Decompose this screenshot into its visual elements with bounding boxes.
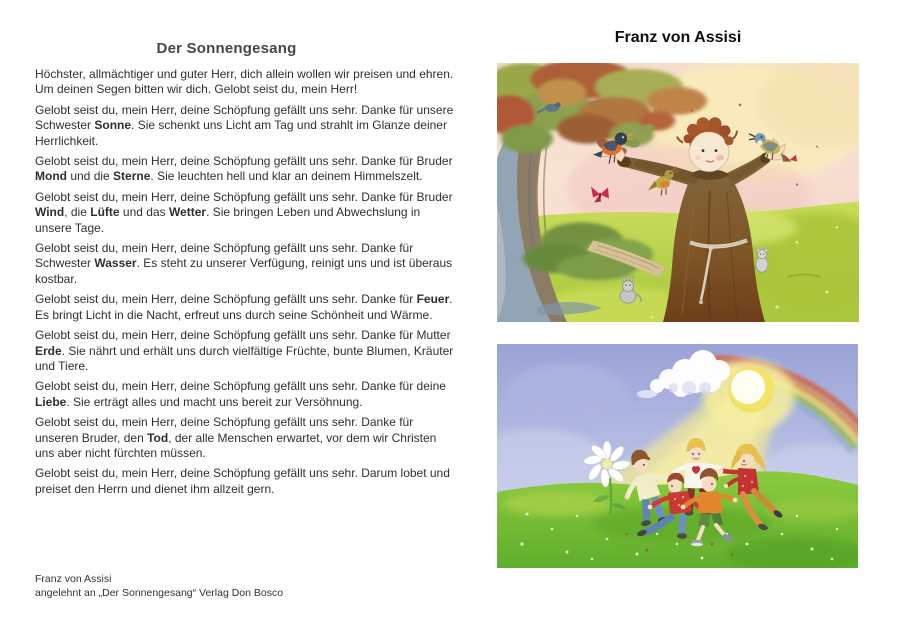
poem-text-segment: . Es bringt Licht in die Nacht, erfreut uns durch seine Schönheit und Wärme. (35, 292, 453, 322)
poem-bold-word: Wind (35, 205, 65, 220)
poem-text-segment: . Sie erträgt alles und macht uns bereit zur Versöhnung. (66, 394, 363, 409)
poem-text-segment: Gelobt seist du, mein Herr, deine Schöpfung gefällt uns sehr. Danke für unseren Bruder, den (35, 415, 414, 445)
sun-icon (728, 367, 774, 413)
poem-bold-word: Tod (147, 430, 169, 445)
poem-paragraph (35, 190, 458, 236)
illustration-page-title: Franz von Assisi (614, 29, 742, 46)
poem-bold-word: Sterne (113, 169, 151, 184)
poem-bold-word: Sonne (94, 118, 132, 133)
children-watercolor-image (497, 344, 858, 568)
poem-bold-word: Wetter (168, 205, 207, 220)
poem-bold-word: Mond (35, 169, 67, 184)
poem-text-segment: Gelobt seist du, mein Herr, deine Schöpfung gefällt uns sehr. Danke für (35, 292, 417, 307)
poem-text-segment: Gelobt seist du, mein Herr, deine Schöpfung gefällt uns sehr. Danke für Mutter (35, 328, 451, 343)
poem-text-segment: und das (119, 205, 169, 220)
left-column (35, 40, 458, 502)
poem-bold-word: Lüfte (90, 205, 120, 220)
poem-bold-word: Feuer (416, 292, 450, 307)
poem-paragraph (35, 415, 458, 461)
poem-paragraph (35, 328, 458, 374)
poem-bold-word: Liebe (35, 394, 67, 409)
poem-text-segment: . Es steht zu unserer Verfügung, reinigt uns und ist überaus kostbar. (35, 256, 453, 286)
poem-bold-word: Erde (35, 343, 62, 358)
francis-watercolor-image (497, 63, 859, 322)
poem-paragraph (35, 379, 458, 410)
poem-text-segment: . Sie nährt und erhält uns durch vielfältige Früchte, bunte Blumen, Kräuter und Tiere. (35, 343, 454, 373)
poem-text-segment: , die (64, 205, 91, 220)
poem-paragraph (35, 67, 458, 98)
poem-paragraph (35, 241, 458, 287)
poem-bold-word: Wasser (94, 256, 137, 271)
poem-text-segment: . Sie leuchten hell und klar an deinem Himmelszelt. (150, 169, 423, 184)
poem-text-segment: Gelobt seist du, mein Herr, deine Schöpfung gefällt uns sehr. Danke für Bruder (35, 189, 453, 204)
poem-text-segment: Gelobt seist du, mein Herr, deine Schöpfung gefällt uns sehr. Danke für unsere Schwester (35, 102, 454, 133)
source-attribution (35, 573, 283, 600)
poem-text-segment: , der alle Menschen erwartet, vor dem wir Christen uns aber nicht fürchten müssen. (35, 430, 437, 460)
poem-text-segment: Höchster, allmächtiger und guter Herr, dich allein wollen wir preisen und ehren. Um deinen Segen bitten wir dich. Gelobt seist du, mein Herr! (35, 67, 454, 97)
poem-paragraph (35, 292, 458, 323)
illustration-children-dancing-under-rainbow (497, 344, 858, 568)
poem-paragraph (35, 466, 458, 497)
poem-text-segment: Gelobt seist du, mein Herr, deine Schöpfung gefällt uns sehr. Danke für deine (35, 379, 446, 394)
poem-body (35, 67, 458, 497)
poem-text-segment: Gelobt seist du, mein Herr, deine Schöpfung gefällt uns sehr. Danke für Schwester (35, 241, 414, 271)
attribution-author: Franz von Assisi (35, 573, 112, 585)
poem-paragraph (35, 154, 458, 185)
poem-text-segment: . Sie bringen Leben und Abwechslung in unsere Tage. (35, 205, 421, 235)
poem-paragraph (35, 103, 458, 149)
attribution-source: angelehnt an „Der Sonnengesang“ Verlag Don Bosco (35, 586, 284, 599)
poem-title: Der Sonnengesang (156, 40, 297, 57)
poem-text-segment: Gelobt seist du, mein Herr, deine Schöpfung gefällt uns sehr. Danke für Bruder (35, 154, 453, 169)
poem-text-segment: . Sie schenkt uns Licht am Tag und strahlt im Glanze deiner Herrlichkeit. (35, 118, 447, 148)
illustration-francis-with-birds (497, 63, 859, 322)
poem-text-segment: und die (67, 169, 114, 184)
poem-text-segment: Gelobt seist du, mein Herr, deine Schöpfung gefällt uns sehr. Darum lobet und preiset den Herrn und dienet ihm allzeit gern. (35, 466, 450, 496)
